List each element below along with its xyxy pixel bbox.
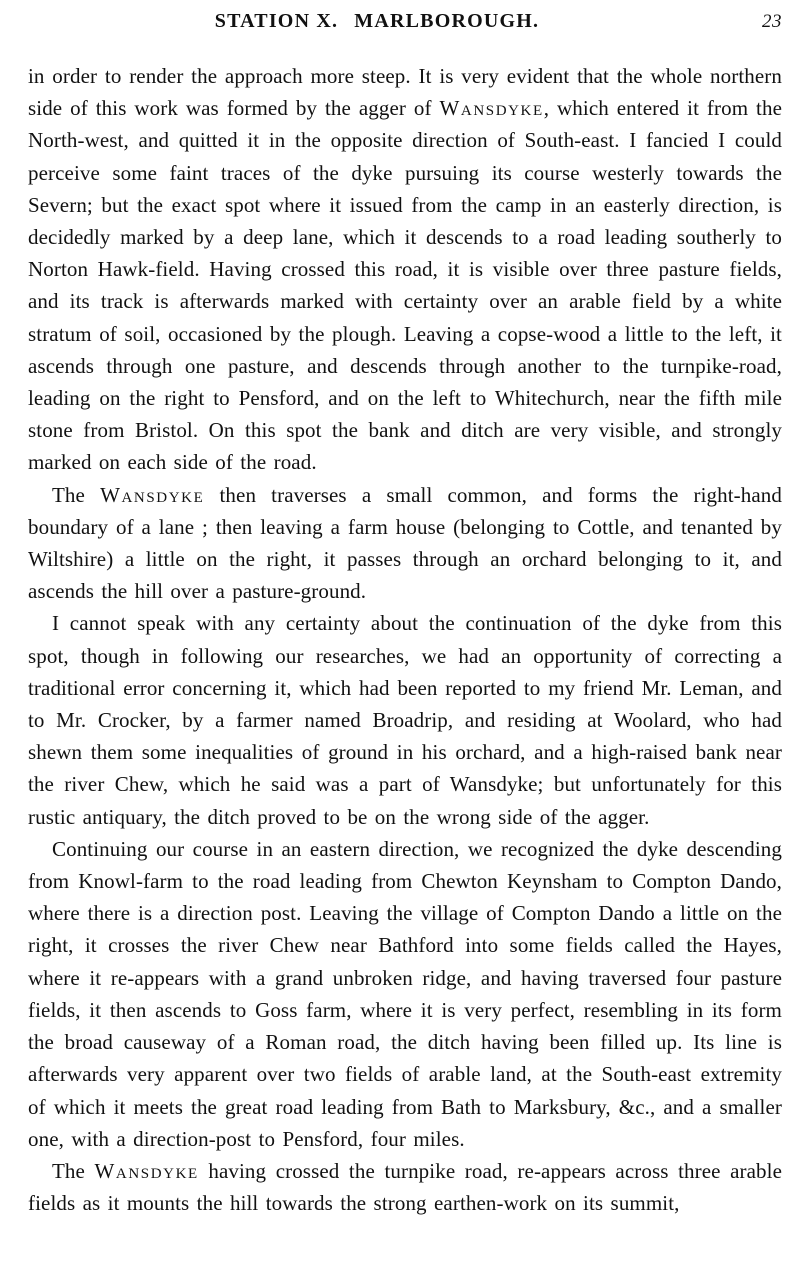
paragraph <box>28 607 782 832</box>
text-segment: The <box>52 1158 95 1183</box>
paragraph <box>28 1155 782 1219</box>
text-segment: in order to render the approach more steep. It is very evident that the whole northern side of this work was formed by the agger of <box>28 64 782 121</box>
text-segment: I cannot speak with any certainty about the continuation of the dyke from this spot, though in following our researches, we had an opportunity of correcting a traditional error concerning it, which had been reported to my friend Mr. Leman, and to Mr. Crocker, by a farmer named Broadrip, and residing at Woolard, who had shewn them some inequalities of ground in his orchard, and a high-raised bank near the river Chew, which he said was a part of Wansdyke; but unfortunately for this rustic antiquary, the ditch proved to be on the wrong side of the agger. <box>28 611 782 829</box>
page-header <box>28 10 782 42</box>
running-title-place: MARLBOROUGH. <box>354 10 540 32</box>
running-title-station: STATION X. <box>214 10 339 32</box>
page-body <box>28 60 782 1219</box>
running-title <box>28 10 726 33</box>
small-caps-word: Wansdyke <box>439 96 544 121</box>
text-segment: then traverses a small common, and forms the right-hand boundary of a lane ; then leaving a farm house (belonging to Cottle, and tenanted by Wiltshire) a little on the right, it passes through an orchard belonging to it, and ascends the hill over a pasture-ground. <box>28 482 782 604</box>
paragraph <box>28 479 782 608</box>
paragraph <box>28 833 782 1155</box>
page-number: 23 <box>762 11 782 32</box>
text-segment: The <box>52 482 101 507</box>
small-caps-word: Wansdyke <box>94 1158 199 1183</box>
text-segment: Continuing our course in an eastern direction, we recognized the dyke descending from Knowl-farm to the road leading from Chewton Keynsham to Compton Dando, where there is a direction post. Leaving the village of Compton Dando a little on the right, it crosses the river Chew near Bathford into some fields called the Hayes, where it re-appears with a grand unbroken ridge, and having traversed four pasture fields, it then ascends to Goss farm, where it is very perfect, resembling in its form the broad causeway of a Roman road, the ditch having been filled up. Its line is afterwards very apparent over two fields of arable land, at the South-east extremity of which it meets the great road leading from Bath to Marksbury, &c., and a smaller one, with a direction-post to Pensford, four miles. <box>28 836 782 1151</box>
text-segment: , which entered it from the North-west, and quitted it in the opposite direction of South-east. I fancied I could perceive some faint traces of the dyke pursuing its course westerly towards the Severn; but the exact spot where it issued from the camp in an easterly direction, is decidedly marked by a deep lane, which it descends to a road leading southerly to Norton Hawk-field. Having crossed this road, it is visible over three pasture fields, and its track is afterwards marked with certainty over an arable field by a white stratum of soil, occasioned by the plough. Leaving a copse-wood a little to the left, it ascends through one pasture, and descends through another to the turnpike-road, leading on the right to Pensford, and on the left to Whitechurch, near the fifth mile stone from Bristol. On this spot the bank and ditch are very visible, and strongly marked on each side of the road. <box>28 96 782 475</box>
paragraph <box>28 60 782 479</box>
small-caps-word: Wansdyke <box>100 482 205 507</box>
text-segment: having crossed the turnpike road, re-appears across three arable fields as it mounts the hill towards the strong earthen-work on its summit, <box>28 1158 782 1216</box>
